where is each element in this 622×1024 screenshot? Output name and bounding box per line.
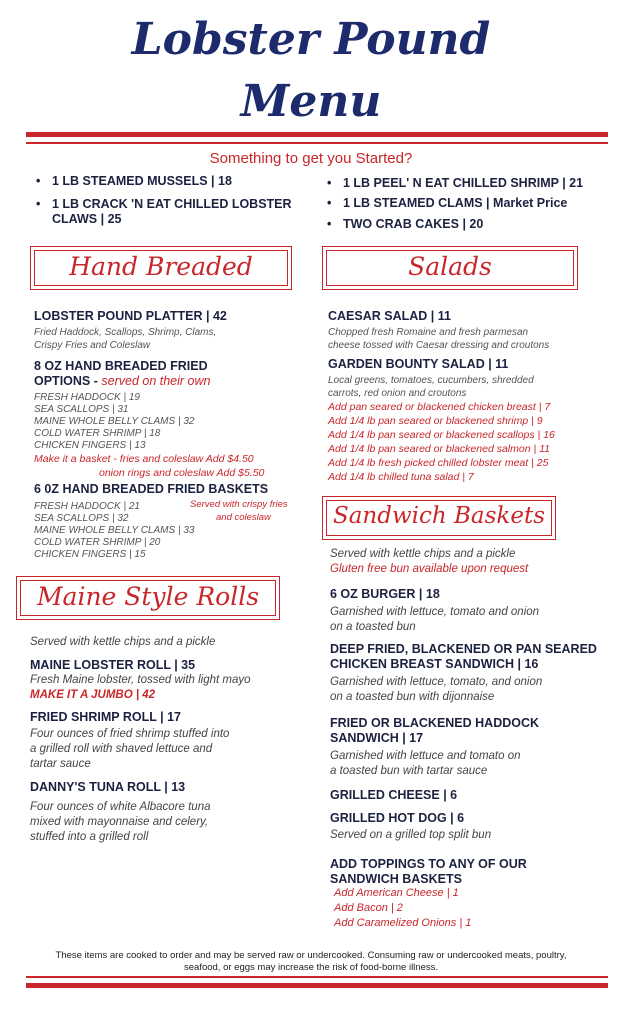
sandwich-banner-text: Sandwich Baskets — [332, 503, 546, 529]
basket-item: FRESH HADDOCK | 21 — [34, 501, 140, 512]
burger-desc: Garnished with lettuce, tomato and onion — [330, 606, 540, 618]
fried-item: CHICKEN FINGERS | 13 — [34, 440, 146, 451]
salad-addon: Add 1/4 lb pan seared or blackened shrimp | 9 — [328, 415, 543, 427]
burger-desc: on a toasted bun — [330, 621, 416, 633]
jumbo-upgrade: MAKE IT A JUMBO | 42 — [30, 689, 156, 701]
shrimp-roll-desc: Four ounces of fried shrimp stuffed into — [30, 728, 230, 740]
hand-breaded-banner-text: Hand Breaded — [69, 252, 253, 281]
toppings-heading: SANDWICH BASKETS — [330, 872, 462, 886]
salads-banner-text: Salads — [408, 252, 492, 281]
chicken-sandwich-name: CHICKEN BREAST SANDWICH | 16 — [330, 657, 539, 671]
basket-item: MAINE WHOLE BELLY CLAMS | 33 — [34, 525, 195, 536]
top-divider-thick — [26, 132, 608, 137]
burger-name: 6 OZ BURGER | 18 — [330, 587, 440, 601]
salad-addon: Add 1/4 lb pan seared or blackened salmon | 11 — [328, 443, 551, 455]
salads-banner — [322, 246, 578, 290]
tuna-roll-desc: mixed with mayonnaise and celery, — [30, 816, 209, 828]
basket-upgrade: onion rings and coleslaw Add $5.50 — [99, 467, 265, 479]
hand-breaded-banner — [30, 246, 292, 290]
garden-name: GARDEN BOUNTY SALAD | 11 — [328, 357, 509, 371]
basket-note: and coleslaw — [216, 512, 271, 523]
top-divider-thin — [26, 142, 608, 144]
garden-desc: Local greens, tomatoes, cucumbers, shredded — [328, 375, 534, 386]
fried-item: COLD WATER SHRIMP | 18 — [34, 428, 161, 439]
hot-dog-name: GRILLED HOT DOG | 6 — [330, 811, 465, 825]
platter-desc: Fried Haddock, Scallops, Shrimp, Clams, — [34, 327, 217, 338]
fried-options-note: served on their own — [101, 374, 211, 388]
salad-addon: Add 1/4 lb pan seared or blackened scallops | 16 — [328, 429, 555, 441]
grilled-cheese-name: GRILLED CHEESE | 6 — [330, 788, 458, 802]
sandwich-banner — [322, 496, 556, 540]
starter-item: • 1 LB STEAMED MUSSELS | 18 — [52, 174, 312, 189]
fried-item: MAINE WHOLE BELLY CLAMS | 32 — [34, 416, 195, 427]
lobster-roll-name: MAINE LOBSTER ROLL | 35 — [30, 658, 196, 672]
rolls-banner — [16, 576, 280, 620]
basket-note: Served with crispy fries — [190, 499, 288, 510]
hot-dog-desc: Served on a grilled top split bun — [330, 829, 492, 841]
topping-item: Add American Cheese | 1 — [334, 887, 459, 899]
starter-item: • 1 LB CRACK 'N EAT CHILLED LOBSTER CLAWS | 25 — [52, 197, 307, 227]
sandwich-intro: Served with kettle chips and a pickle — [330, 548, 516, 560]
basket-item: CHICKEN FINGERS | 15 — [34, 549, 146, 560]
fried-options-name-line2 — [34, 373, 210, 389]
starters-heading: Something to get you Started? — [209, 150, 413, 167]
shrimp-roll-desc: a grilled roll with shaved lettuce and — [30, 743, 213, 755]
caesar-name: CAESAR SALAD | 11 — [328, 309, 451, 323]
haddock-sandwich-desc: a toasted bun with tartar sauce — [330, 765, 488, 777]
toppings-heading: ADD TOPPINGS TO ANY OF OUR — [330, 857, 527, 871]
salad-addon: Add 1/4 lb fresh picked chilled lobster meat | 25 — [328, 457, 549, 469]
shrimp-roll-name: FRIED SHRIMP ROLL | 17 — [30, 710, 181, 724]
basket-item: SEA SCALLOPS | 32 — [34, 513, 129, 524]
rolls-banner-text: Maine Style Rolls — [36, 582, 260, 611]
caesar-desc: cheese tossed with Caesar dressing and croutons — [328, 340, 550, 351]
fried-item: FRESH HADDOCK | 19 — [34, 392, 140, 403]
fried-options-name: 8 OZ HAND BREADED FRIED — [34, 359, 208, 373]
starter-item: • 1 LB PEEL' N EAT CHILLED SHRIMP | 21 — [343, 176, 613, 191]
shrimp-roll-desc: tartar sauce — [30, 758, 91, 770]
starter-item: • 1 LB STEAMED CLAMS | Market Price — [343, 196, 613, 211]
bottom-divider-thin — [26, 976, 608, 978]
rolls-intro: Served with kettle chips and a pickle — [30, 636, 216, 648]
basket-upgrade: Make it a basket - fries and coleslaw Add $4.50 — [34, 453, 254, 465]
fried-item: SEA SCALLOPS | 31 — [34, 404, 129, 415]
fried-options-label: OPTIONS - — [34, 374, 102, 388]
basket-item: COLD WATER SHRIMP | 20 — [34, 537, 161, 548]
menu-title-line1: Lobster Pound — [131, 14, 491, 65]
gluten-free-note: Gluten free bun available upon request — [330, 563, 529, 575]
tuna-roll-desc: stuffed into a grilled roll — [30, 831, 149, 843]
disclaimer: seafood, or eggs may increase the risk of food-borne illness. — [184, 962, 438, 973]
platter-desc: Crispy Fries and Coleslaw — [34, 340, 151, 351]
disclaimer: These items are cooked to order and may be served raw or undercooked. Consuming raw or undercooked meats, poultry, — [55, 950, 567, 961]
garden-desc: carrots, red onion and croutons — [328, 388, 467, 399]
baskets-name: 6 0Z HAND BREADED FRIED BASKETS — [34, 482, 269, 496]
chicken-sandwich-desc: Garnished with lettuce, tomato, and onion — [330, 676, 543, 688]
salad-addon: Add pan seared or blackened chicken breast | 7 — [328, 401, 551, 413]
haddock-sandwich-name: FRIED OR BLACKENED HADDOCK — [330, 716, 540, 730]
lobster-roll-desc: Fresh Maine lobster, tossed with light mayo — [30, 674, 251, 686]
tuna-roll-desc: Four ounces of white Albacore tuna — [30, 801, 211, 813]
platter-name: LOBSTER POUND PLATTER | 42 — [34, 309, 227, 323]
salad-addon: Add 1/4 lb chilled tuna salad | 7 — [328, 471, 474, 483]
haddock-sandwich-name: SANDWICH | 17 — [330, 731, 424, 745]
chicken-sandwich-name: DEEP FRIED, BLACKENED OR PAN SEARED — [330, 642, 597, 656]
haddock-sandwich-desc: Garnished with lettuce and tomato on — [330, 750, 521, 762]
topping-item: Add Caramelized Onions | 1 — [334, 917, 472, 929]
bottom-divider-thick — [26, 983, 608, 988]
tuna-roll-name: DANNY'S TUNA ROLL | 13 — [30, 780, 186, 794]
starter-item: • TWO CRAB CAKES | 20 — [343, 217, 613, 232]
chicken-sandwich-desc: on a toasted bun with dijonnaise — [330, 691, 495, 703]
menu-title-line2: Menu — [240, 76, 382, 127]
topping-item: Add Bacon | 2 — [334, 902, 403, 914]
caesar-desc: Chopped fresh Romaine and fresh parmesan — [328, 327, 529, 338]
